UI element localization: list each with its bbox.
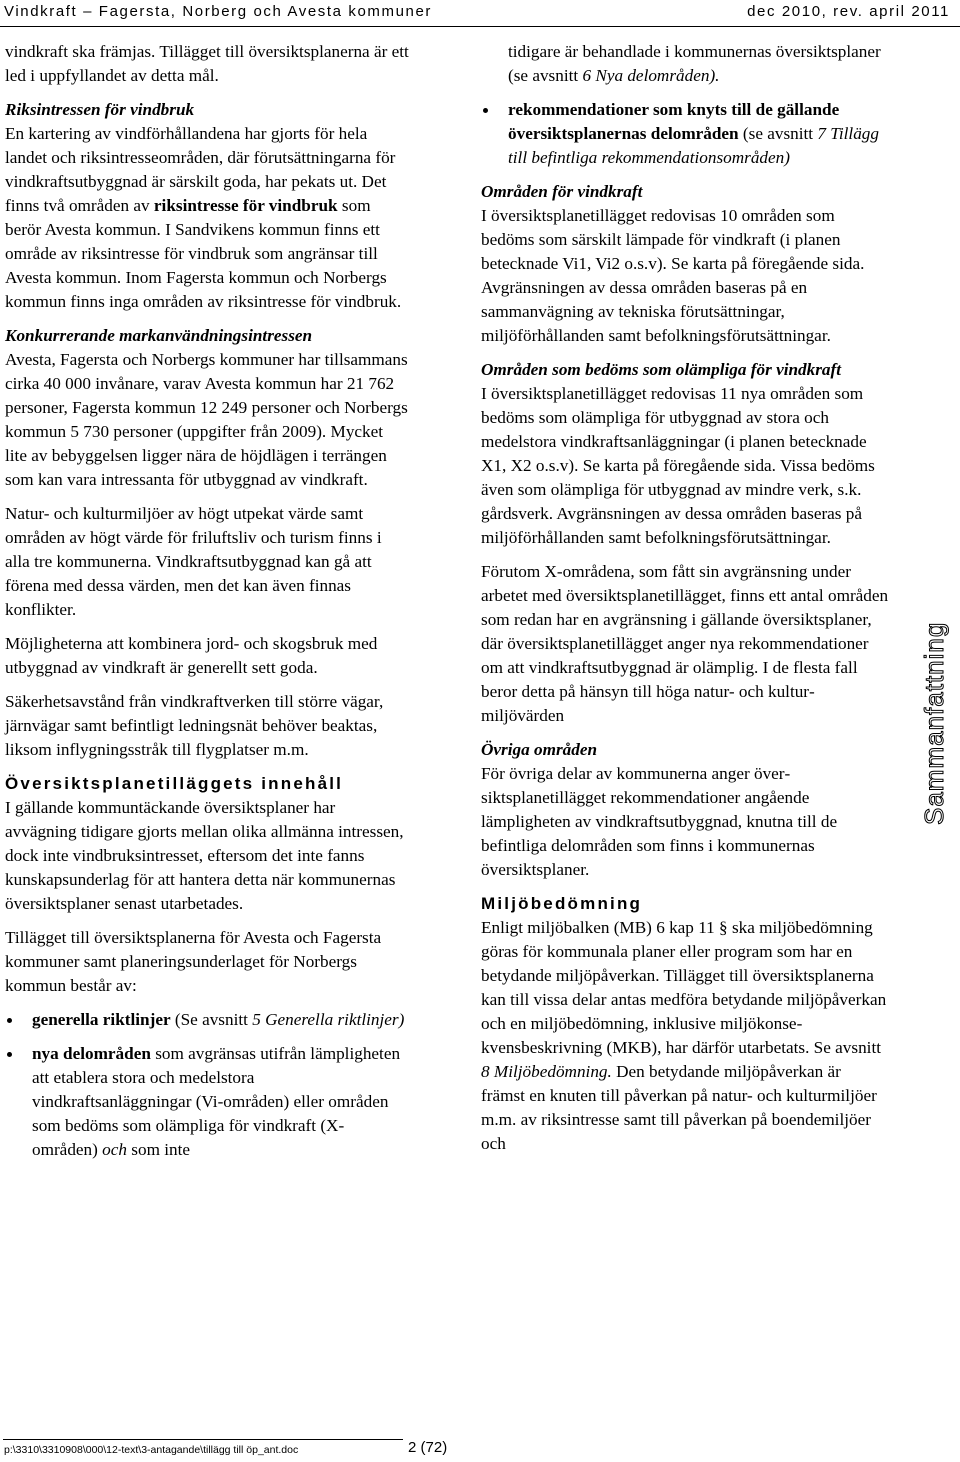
- bullet2-italic: och: [102, 1140, 127, 1159]
- heading-omraden-vindkraft: Områden för vindkraft: [481, 182, 643, 201]
- column-right: [481, 40, 889, 1166]
- bullet2-end: som inte: [126, 1140, 191, 1159]
- content-list: [5, 1008, 409, 1162]
- miljo-paragraph: [481, 916, 889, 1156]
- sidebar-section-label: Sammanfattning: [919, 621, 949, 825]
- heading-miljobedomning: Miljöbedömning: [481, 894, 643, 913]
- bullet1-bold: generella riktlinjer: [32, 1010, 171, 1029]
- riksintressen-paragraph: [5, 122, 409, 314]
- footer-file-path: p:\3310\3310908\000\12-text\3-antagande\tillägg till öp_ant.doc: [4, 1444, 299, 1456]
- cont-text: tidigare är behandlade i kommunernas översiktsplaner (se avsnitt: [508, 42, 881, 85]
- konk-paragraph-4: Säkerhetsavstånd från vindkraftverken till större vägar, järnvägar samt befintligt ledningsnät behöver beaktas, liksom inflygningsstråk till flygplatser m.m.: [5, 692, 384, 759]
- heading-konkurrerande: Konkurrerande markanvändningsintressen: [5, 326, 313, 345]
- konk-paragraph-3: Möjligheterna att kombinera jord- och skogsbruk med utbyggnad av vindkraft är generellt sett goda.: [5, 634, 378, 677]
- heading-olampliga: Områden som bedöms som olämpliga för vindkraft: [481, 360, 841, 379]
- miljo-text-b: Den betydande miljöpåverkan är främst en knuten till påverkan på natur- och kulturmiljöer m.m. av riksintresse samt till påverkan på boendemiljöer och: [481, 1062, 877, 1153]
- continuation-paragraph: [481, 40, 889, 88]
- intro-paragraph: vindkraft ska främjas. Tillägget till översiktsplanerna är ett led i uppfyllandet av detta mål.: [5, 42, 409, 85]
- riks-text-c: som berör Avesta kommun. I Sandvikens kommun finns ett område av riksintresse för vindbruk som angränsar till Avesta kommun. Inom Fagersta kommun och Norbergs kommun finns inga områden av riksintresse för vindbruk.: [5, 196, 402, 311]
- omraden-paragraph: I översiktsplanetillägget redovisas 10 områden som bedöms som särskilt lämpade för vindkraft (i planen betecknade Vi1, Vi2 o.s.v). Se karta på föregående sida. Avgränsningen av dessa områden baseras på en sammanvägning av tekniska förutsättningar, miljöförhållanden samt befolkningsförutsättningar.: [481, 206, 865, 345]
- bullet3-bold: rekommendationer som knyts till de gällande översiktsplanernas delområden: [508, 100, 840, 143]
- bullet3-italic: 7 Tillägg till befintliga rekommendationsområden): [508, 124, 879, 167]
- ovriga-paragraph: För övriga delar av kommunerna anger översiktsplanetillägget rekommendationer angående lämpligheten av vindkraftsutbyggnad, knutna till de befintliga delområden som finns i kommunernas översiktsplaner.: [481, 764, 838, 879]
- cont-italic: 6 Nya delområden).: [582, 66, 720, 85]
- header-date: dec 2010, rev. april 2011: [747, 3, 950, 20]
- bullet2-text: som avgränsas utifrån lämpligheten att etablera stora och medelstora vindkraftsanläggningar (Vi-områden) eller områden som bedöms som olämpliga för vindkraft (X-områden): [32, 1044, 401, 1159]
- column-left: [5, 40, 409, 1172]
- bullet1-italic: 5 Generella riktlinjer): [252, 1010, 405, 1029]
- footer-divider: [3, 1439, 403, 1440]
- bullet2-bold: nya delområden: [32, 1044, 151, 1063]
- riks-text-a: En kartering av vindförhållandena har gjorts för hela landet och riksintresseområden, där förutsättningarna för vindkraftsutbyggnad är särskilt goda, har pekats ut. Det finns två områden av: [5, 124, 396, 215]
- bullet1-text: (Se avsnitt: [170, 1010, 253, 1029]
- innehall-paragraph-2: Tillägget till översiktsplanerna för Avesta och Fagersta kommuner samt planeringsunderlaget för Norbergs kommun består av:: [5, 928, 382, 995]
- konk-paragraph-1: Avesta, Fagersta och Norbergs kommuner har tillsammans cirka 40 000 invånare, varav Avesta kommun har 21 762 personer, Fagersta kommun 12 249 personer och Norbergs kommun 5 730 personer (uppgifter från 2009). Mycket lite av bebyggelsen ligger nära de höjdlägen i terrängen som kan vara intressanta för utbyggnad av vindkraft.: [5, 350, 408, 489]
- heading-riksintressen: Riksintressen för vindbruk: [5, 100, 195, 119]
- list-item-riktlinjer: [5, 1008, 409, 1032]
- heading-innehall: Översiktsplanetilläggets innehåll: [5, 774, 344, 793]
- header-title: Vindkraft – Fagersta, Norberg och Avesta kommuner: [4, 3, 433, 20]
- heading-ovriga: Övriga områden: [481, 740, 598, 759]
- miljo-italic: 8 Miljöbedömning.: [481, 1062, 612, 1081]
- olampliga-paragraph-2: Förutom X-områdena, som fått sin avgränsning under arbetet med översiktsplanetillägget, finns ett antal områden som redan har en avgränsning i gällande översiktsplaner, där översiktsplanetillägget anger nya rekommendationer om att vindkraftsutbyggnad är olämplig. I de flesta fall beror detta på hänsyn till höga natur- och kulturmiljövärden: [481, 562, 889, 725]
- miljo-text-a: Enligt miljöbalken (MB) 6 kap 11 § ska miljöbedömning göras för kommunala planer eller program som har en betydande miljöpåverkan. Tillägget till översiktsplanerna kan till vissa delar antas medföra betydande miljöpåverkan och en miljöbedömning, inklusive miljökonsekvensbeskrivning (MKB), har därför utarbetats. Se avsnitt: [481, 918, 887, 1057]
- page-header: [0, 0, 960, 27]
- content-list-2: [481, 98, 889, 170]
- list-item-delomraden: [5, 1042, 409, 1162]
- bullet3-text: (se avsnitt: [738, 124, 818, 143]
- list-item-rekommendationer: [481, 98, 889, 170]
- innehall-paragraph-1: I gällande kommuntäckande översiktsplaner har avvägning tidigare gjorts mellan olika allmänna intressen, dock inte vindbruksintresset, eftersom det inte fanns kunskapsunderlag för att hantera detta när kommunernas översiktsplaner senast utarbetades.: [5, 798, 404, 913]
- olampliga-paragraph-1: I översiktsplanetillägget redovisas 11 nya områden som bedöms som olämpliga för utbyggnad av stora och medelstora vindkraftsanläggningar (i planen betecknade X1, X2 o.s.v). Se karta på föregående sida. Vissa bedöms även som olämpliga för utbyggnad av mindre verk, s.k. gårdsverk. Avgränsningen av dessa områden baseras på miljöförhållanden samt befolkningsförutsättningar.: [481, 384, 875, 547]
- konk-paragraph-2: Natur- och kulturmiljöer av högt utpekat värde samt områden av högt värde för friluftsliv och turism finns i alla tre kommunerna. Vindkraftsutbyggnad kan gå att förena med dessa värden, men det kan även finnas konflikter.: [5, 504, 382, 619]
- riks-text-bold: riksintresse för vindbruk: [153, 196, 338, 215]
- footer-page-number: 2 (72): [408, 1439, 448, 1456]
